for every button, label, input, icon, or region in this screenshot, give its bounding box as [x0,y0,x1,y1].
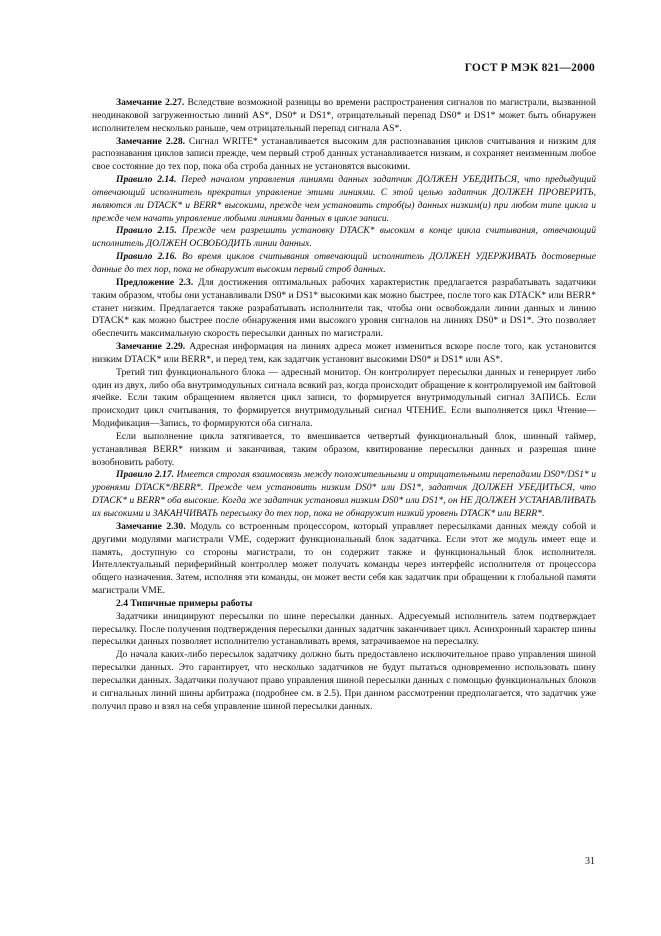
paragraph-text: Адресная информация на линиях адреса может измениться вскоре после того, как установится низким DTACK* или BERR*, и перед тем, как задатчик установит высокими DS0* и DS1* или AS*. [92,341,596,365]
note-paragraph [92,136,596,175]
rule-paragraph [92,469,596,520]
paragraph-lead: Замечание 2.29. [116,341,186,353]
paragraph-text: Модуль со встроенным процессором, который управляет пересылками данных между собой и другими модулями магистрали VME, содержит функциональный блок задатчика. Если этот же модуль имеет еще и память, доступную со стороны магистрали, то он содержит также и функциональный блок исполнителя. Интеллектуальный периферийный контроллер может получать команды через интерфейс исполнителя от процессора общего назначения. Затем, исполняя эти команды, он может вести себя как задатчик при обращении к глобальной памяти магистрали VME. [92,520,596,597]
rule-paragraph [92,174,596,225]
rule-paragraph [92,225,596,251]
paragraph-lead: Правило 2.14. [116,174,177,186]
paragraph-text: Прежде чем разрешить установку DTACK* высоким в конце цикла считывания, отвечающий исполнитель ДОЛЖЕН ОСВОБОДИТЬ линии данных. [92,225,597,250]
rule-paragraph [92,251,596,277]
paragraph-lead: 2.4 Типичные примеры работы [116,597,253,609]
paragraph-lead: Замечание 2.28. [116,135,186,147]
note-paragraph [92,341,596,367]
paragraph-lead: Правило 2.17. [116,469,175,481]
paragraph-lead: Замечание 2.27. [116,97,185,108]
paragraph-lead: Правило 2.16. [116,251,177,263]
section-title [92,598,596,611]
plain-paragraph [92,367,596,431]
paragraph-lead: Правило 2.15. [116,225,177,237]
note-paragraph [92,277,596,341]
paragraph-text: Перед началом управления линиями данных задатчик ДОЛЖЕН УБЕДИТЬСЯ, что предыдущий отвечающий исполнитель прекратил управление этими линиями. С этой целью задатчик ДОЛЖЕН ПРОВЕРИТЬ, являются ли DTACK* и BERR* высокими, прежде чем установить строб(ы) данных низким(и) при любом типе цикла и прежде чем начать управление любыми линиями данных в цикле записи. [92,174,597,224]
paragraph-text: Имеется строгая взаимосвязь между положительными и отрицательными перепадами DS0*/DS1* и уровнями DTACK*/BERR*. Прежде чем установить низким DS0* или DS1*, задатчик ДОЛЖЕН УБЕДИТЬСЯ, что DTACK* и BERR* оба высокие. Когда же задатчик установил низким DS0* или DS1*, он НЕ ДОЛЖЕН УСТАНАВЛИВАТЬ их высокими и ЗАКАНЧИВАТЬ пересылку до тех пор, пока не обнаружит низкий уровень DTACK* или BERR*. [92,469,596,519]
paragraph-text: Для достижения оптимальных рабочих характеристик предлагается разрабатывать задатчики таким образом, чтобы они устанавливали DS0* и DS1* высокими как можно быстрее, после того как DTACK* или BERR* станет низким. Предлагается также разрабатывать исполнители так, чтобы они освобождали линии данных и линию DTACK* как можно быстрее после обнаружения ими высокого уровня сигналов на линиях DS0* и DS1*. Это позволяет обеспечить максимальную скорость пересылки данных по магистрали. [92,276,596,340]
paragraph-text: До начала каких-либо пересылок задатчику должно быть предоставлено исключительное право управления шиной пересылки данных. Это гарантирует, что несколько задатчиков не будут пытаться одновременно использовать шину пересылки данных. Задатчики получают право управления шиной пересылки данных с помощью функциональных блоков и сигнальных линий шины арбитража (подробнее см. в 2.5). При данном рассмотрении предполагается, что задатчик уже получил право и взял на себя управление шиной пересылки данных. [92,649,596,712]
note-paragraph [92,521,596,598]
note-paragraph [92,97,596,136]
paragraph-lead: Замечание 2.30. [116,520,186,532]
plain-paragraph [92,431,596,470]
plain-paragraph [92,611,596,650]
page-number: 31 [585,856,595,867]
paragraph-text: Во время циклов считывания отвечающий исполнитель ДОЛЖЕН УДЕРЖИВАТЬ достоверные данные до тех пор, пока не обнаружит высоким первый строб данных. [92,251,596,275]
paragraph-text: Если выполнение цикла затягивается, то вмешивается четвертый функциональный блок, шинный таймер, устанавливая BERR* низким и заканчивая, таким образом, квитирование пересылки данных и разрешая шине возобновить работу. [92,430,596,468]
document-body [92,97,596,714]
paragraph-text: Задатчики инициируют пересылки по шине пересылки данных. Адресуемый исполнитель затем подтверждает пересылку. После получения подтверждения пересылки данных задатчик заканчивает цикл. Асинхронный характер шины пересылки данных позволяет исполнителю устанавливать время, затрачиваемое на пересылку. [92,610,596,648]
paragraph-lead: Предложение 2.3. [116,276,194,288]
plain-paragraph [92,649,596,713]
standard-header: ГОСТ Р МЭК 821—2000 [464,62,595,74]
paragraph-text: Сигнал WRITE* устанавливается высоким для распознавания циклов считывания и низким для распознавания циклов записи прежде, чем первый строб данных устанавливается низким, и сохраняет неизменным любое свое состояние до тех пор, пока оба строба данных не установятся высокими. [92,135,596,173]
paragraph-text: Третий тип функционального блока — адресный монитор. Он контролирует пересылки данных и генерирует либо один из двух, либо оба внутримодульных сигнала всякий раз, когда происходит обращение к контролируемой им байтовой ячейке. Если таким обращением является цикл записи, то формируется внутримодульный сигнал ЗАПИСЬ. Если происходит цикл считывания, то формируется внутримодульный сигнал ЧТЕНИЕ. Если выполняется цикл Чтение—Модификация—Запись, то формируются оба сигнала. [92,366,596,430]
paragraph-text: Вследствие возможной разницы во времени распространения сигналов по магистрали, вызванной неодинаковой загруженностью линий AS*, DS0* и DS1*, отрицательный перепад DS0* и DS1* может быть обнаружен исполнителем несколько раньше, чем отрицательный перепад сигнала AS*. [92,97,596,134]
